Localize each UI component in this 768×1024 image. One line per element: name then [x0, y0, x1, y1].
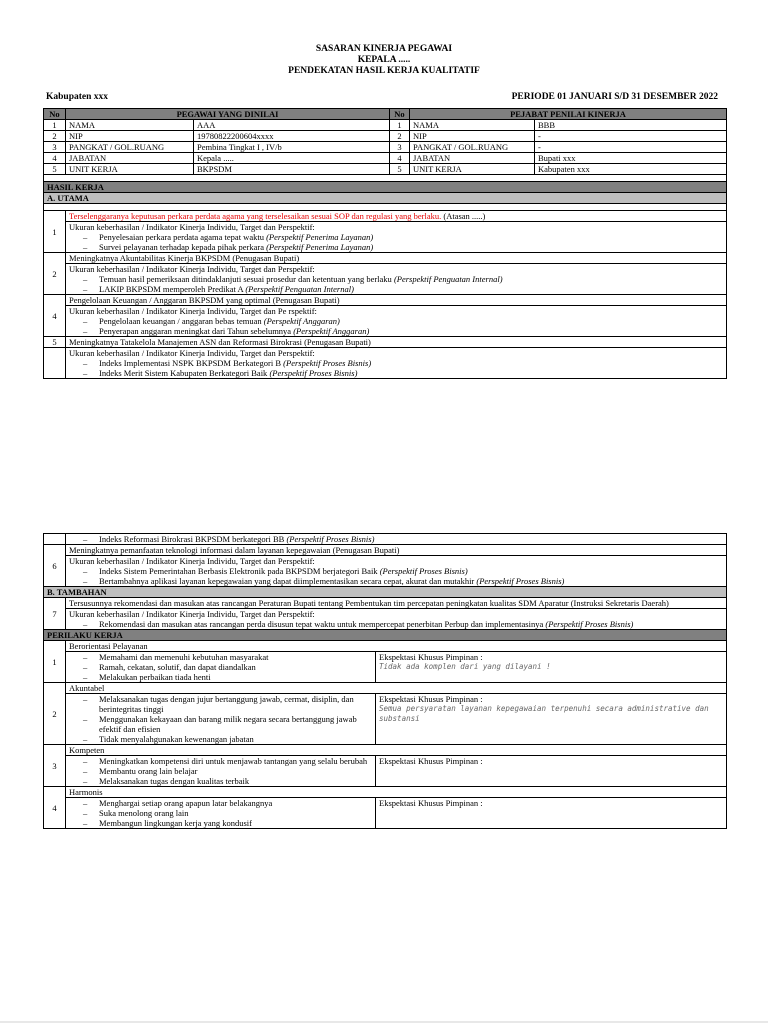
behavior-points: [66, 798, 376, 829]
row-no: 3: [390, 142, 410, 153]
behavior-title: Harmonis: [66, 787, 727, 798]
indicator-row: [44, 534, 727, 545]
behavior-point: – Memahami dan memenuhi kebutuhan masyarakat: [69, 652, 372, 662]
field-value: 19780822200604xxxx: [194, 131, 390, 142]
region-label: Kabupaten xxx: [46, 92, 109, 102]
expectation-label: Ekspektasi Khusus Pimpinan :: [379, 652, 483, 662]
indicator-cell: [66, 534, 727, 545]
behavior-title-row: [44, 683, 727, 694]
doc-subtitle-approach: PENDEKATAN HASIL KERJA KUALITATIF: [288, 66, 480, 76]
item-no: 6: [44, 545, 66, 587]
indicator-item: – Survei pelayanan terhadap kepada pihak perkara (Perspektif Penerima Layanan): [69, 242, 723, 252]
objective-text: Terselenggaranya keputusan perkara perdata agama yang terselesaikan sesuai SOP dan regulasi yang berlaku.: [69, 211, 442, 221]
indicator-label: Ukuran keberhasilan / Indikator Kinerja Individu, Target dan Perspektif:: [69, 609, 315, 619]
indicator-row: [44, 222, 727, 253]
expectation-cell: [376, 756, 727, 787]
id-row: [44, 120, 727, 131]
objective: Meningkatnya Tatakelola Manajemen ASN dan Reformasi Birokrasi (Penugasan Bupati): [66, 337, 727, 348]
behavior-title-row: [44, 745, 727, 756]
expectation-label: Ekspektasi Khusus Pimpinan :: [379, 756, 483, 766]
indicator-cell: [66, 609, 727, 630]
row-no: 1: [44, 120, 66, 131]
field-label: NIP: [410, 131, 535, 142]
field-label: UNIT KERJA: [410, 164, 535, 175]
item-no: 2: [44, 683, 66, 745]
behavior-points: [66, 756, 376, 787]
expectation-cell: [376, 652, 727, 683]
indicator-label: Ukuran keberhasilan / Indikator Kinerja Individu, Target dan Perspektif:: [69, 222, 315, 232]
behavior-row: [44, 694, 727, 745]
behavior-point: – Suka menolong orang lain: [69, 808, 372, 818]
objective-row: [44, 337, 727, 348]
document-header: [0, 44, 768, 77]
skp-table-page2: [43, 533, 727, 829]
behavior-title: Akuntabel: [66, 683, 727, 694]
indicator-cell: [66, 264, 727, 295]
indicator-item: – LAKIP BKPSDM memperoleh Predikat A (Perspektif Penguatan Internal): [69, 284, 723, 294]
perilaku-header: [44, 630, 727, 641]
behavior-row: [44, 756, 727, 787]
behavior-point: – Menggunakan kekayaan dan barang milik negara secara bertanggung jawab efektif dan efisien: [69, 714, 372, 734]
objective-row: [44, 253, 727, 264]
field-label: UNIT KERJA: [66, 164, 194, 175]
field-label: NAMA: [410, 120, 535, 131]
behavior-title-row: [44, 787, 727, 798]
item-no: 7: [44, 598, 66, 630]
row-no: 2: [390, 131, 410, 142]
field-value: Kabupaten xxx: [535, 164, 727, 175]
field-value: Bupati xxx: [535, 153, 727, 164]
row-no: 3: [44, 142, 66, 153]
indicator-row: [44, 609, 727, 630]
indicator-row: [44, 348, 727, 379]
doc-title: SASARAN KINERJA PEGAWAI: [315, 44, 453, 54]
behavior-title: Berorientasi Pelayanan: [66, 641, 727, 652]
field-value: Kepala .....: [194, 153, 390, 164]
item-no: 3: [44, 745, 66, 787]
behavior-point: – Ramah, cekatan, solutif, dan dapat diandalkan: [69, 662, 372, 672]
expectation-label: Ekspektasi Khusus Pimpinan :: [379, 798, 483, 808]
field-value: Pembina Tingkat I , IV/b: [194, 142, 390, 153]
skp-table-page1: [43, 108, 727, 379]
id-row: [44, 142, 727, 153]
indicator-cell: [66, 348, 727, 379]
period-label: PERIODE 01 JANUARI S/D 31 DESEMBER 2022: [511, 92, 718, 102]
page-bottom-edge: [0, 1021, 768, 1023]
item-no: 1: [44, 211, 66, 253]
indicator-cell: [66, 306, 727, 337]
empty-cell: [44, 348, 66, 379]
item-no: 5: [44, 337, 66, 348]
doc-subtitle-position: KEPALA .....: [357, 55, 411, 65]
indicator-cell: [66, 556, 727, 587]
field-value: BBB: [535, 120, 727, 131]
field-label: NAMA: [66, 120, 194, 131]
indicator-item: – Indeks Sistem Pemerintahan Berbasis Elektronik pada BKPSDM berjategori Baik (Perspektif Proses Bisnis): [69, 566, 723, 576]
section-title: PERILAKU KERJA: [44, 630, 727, 641]
indicator-item: – Bertambahnya aplikasi layanan kepegawaian yang dapat diimplementasikan secara cepat, akurat dan mutakhir (Perspektif Proses Bisnis): [69, 576, 723, 586]
indicator-item: – Indeks Implementasi NSPK BKPSDM Berkategori B (Perspektif Proses Bisnis): [69, 358, 723, 368]
behavior-row: [44, 652, 727, 683]
behavior-point: – Membantu orang lain belajar: [69, 766, 372, 776]
objective: Pengelolaan Keuangan / Anggaran BKPSDM yang optimal (Penugasan Bupati): [66, 295, 727, 306]
field-label: JABATAN: [66, 153, 194, 164]
penilai-header: PEJABAT PENILAI KINERJA: [410, 109, 727, 120]
indicator-item: – Rekomendasi dan masukan atas rancangan perda disusun tepat waktu untuk mempercepat penerbitan Perbup dan implementasinya (Perspektif Proses Bisnis): [69, 619, 723, 629]
objective-row: [44, 545, 727, 556]
no-header: No: [44, 109, 66, 120]
indicator-row: [44, 556, 727, 587]
indicator-item: – Temuan hasil pemeriksaan ditindaklanjuti sesuai prosedur dan ketentuan yang berlaku (Perspektif Penguatan Internal): [69, 274, 723, 284]
objective: Meningkatnya Akuntabilitas Kinerja BKPSDM (Penugasan Bupati): [66, 253, 727, 264]
item-no: 4: [44, 787, 66, 829]
behavior-point: – Membangun lingkungan kerja yang kondusif: [69, 818, 372, 828]
indicator-row: [44, 264, 727, 295]
objective: [66, 211, 727, 222]
pegawai-header: PEGAWAI YANG DINILAI: [66, 109, 390, 120]
behavior-point: – Tidak menyalahgunakan kewenangan jabatan: [69, 734, 372, 744]
objective-row: [44, 211, 727, 222]
tambahan-header: [44, 587, 727, 598]
indicator-label: Ukuran keberhasilan / Indikator Kinerja Individu, Target dan Perspektif:: [69, 348, 315, 358]
row-no: 4: [390, 153, 410, 164]
behavior-row: [44, 798, 727, 829]
expectation-text: Semua persyaratan layanan kepegawaian terpenuhi secara administrative dan substansi: [379, 704, 709, 723]
behavior-title-row: [44, 641, 727, 652]
indicator-item: – Penyelesaian perkara perdata agama tepat waktu (Perspektif Penerima Layanan): [69, 232, 723, 242]
field-value: BKPSDM: [194, 164, 390, 175]
expectation-text: Tidak ada komplen dari yang dilayani !: [379, 662, 551, 671]
indicator-item: – Indeks Reformasi Birokrasi BKPSDM berkategori BB (Perspektif Proses Bisnis): [69, 534, 723, 544]
behavior-points: [66, 694, 376, 745]
objective-row: [44, 598, 727, 609]
field-label: JABATAN: [410, 153, 535, 164]
indicator-label: Ukuran keberhasilan / Indikator Kinerja Individu, Target dan Pe rspektif:: [69, 306, 317, 316]
indicator-label: Ukuran keberhasilan / Indikator Kinerja Individu, Target dan Perspektif:: [69, 264, 315, 274]
behavior-point: – Melaksanakan tugas dengan kualitas terbaik: [69, 776, 372, 786]
indicator-cell: [66, 222, 727, 253]
row-no: 5: [44, 164, 66, 175]
item-no: 2: [44, 253, 66, 295]
item-no: 1: [44, 641, 66, 683]
indicator-label: Ukuran keberhasilan / Indikator Kinerja Individu, Target dan Perspektif:: [69, 556, 315, 566]
id-row: [44, 164, 727, 175]
field-value: -: [535, 131, 727, 142]
section-title: HASIL KERJA: [44, 182, 727, 193]
id-row: [44, 131, 727, 142]
expectation-label: Ekspektasi Khusus Pimpinan :: [379, 694, 483, 704]
subsection-title: B. TAMBAHAN: [44, 587, 727, 598]
behavior-point: – Melaksanakan tugas dengan jujur bertanggung jawab, cermat, disiplin, dan berintegritas tinggi: [69, 694, 372, 714]
objective: Tersusunnya rekomendasi dan masukan atas rancangan Peraturan Bupati tentang Pembentukan tim percepatan peningkatan kualitas SDM Aparatur (Instruksi Sekretaris Daerah): [66, 598, 727, 609]
row-no: 4: [44, 153, 66, 164]
spacer-row: [44, 175, 727, 182]
empty-cell: [44, 534, 66, 545]
no-header: No: [390, 109, 410, 120]
field-label: PANGKAT / GOL.RUANG: [66, 142, 194, 153]
behavior-point: – Menghargai setiap orang apapun latar belakangnya: [69, 798, 372, 808]
field-value: -: [535, 142, 727, 153]
indicator-item: – Indeks Merit Sistem Kabupaten Berkategori Baik (Perspektif Proses Bisnis): [69, 368, 723, 378]
item-no: 4: [44, 295, 66, 337]
utama-header: [44, 193, 727, 204]
subsection-title: A. UTAMA: [44, 193, 727, 204]
expectation-cell: [376, 798, 727, 829]
expectation-cell: [376, 694, 727, 745]
indicator-item: – Pengelolaan keuangan / anggaran bebas temuan (Perspektif Anggaran): [69, 316, 723, 326]
behavior-point: – Meningkatkan kompetensi diri untuk menjawab tantangan yang selalu berubah: [69, 756, 372, 766]
objective-row: [44, 295, 727, 306]
field-label: PANGKAT / GOL.RUANG: [410, 142, 535, 153]
behavior-title: Kompeten: [66, 745, 727, 756]
id-table-header: [44, 109, 727, 120]
hasil-kerja-header: [44, 182, 727, 193]
row-no: 1: [390, 120, 410, 131]
objective: Meningkatnya pemanfaatan teknologi informasi dalam layanan kepegawaian (Penugasan Bupati): [66, 545, 727, 556]
behavior-points: [66, 652, 376, 683]
objective-owner: (Atasan .....): [441, 211, 486, 221]
field-value: AAA: [194, 120, 390, 131]
indicator-row: [44, 306, 727, 337]
indicator-item: – Penyerapan anggaran meningkat dari Tahun sebelumnya (Perspektif Anggaran): [69, 326, 723, 336]
spacer-row: [44, 204, 727, 211]
behavior-point: – Melakukan perbaikan tiada henti: [69, 672, 372, 682]
field-label: NIP: [66, 131, 194, 142]
row-no: 2: [44, 131, 66, 142]
row-no: 5: [390, 164, 410, 175]
id-row: [44, 153, 727, 164]
meta-line: [46, 92, 718, 102]
